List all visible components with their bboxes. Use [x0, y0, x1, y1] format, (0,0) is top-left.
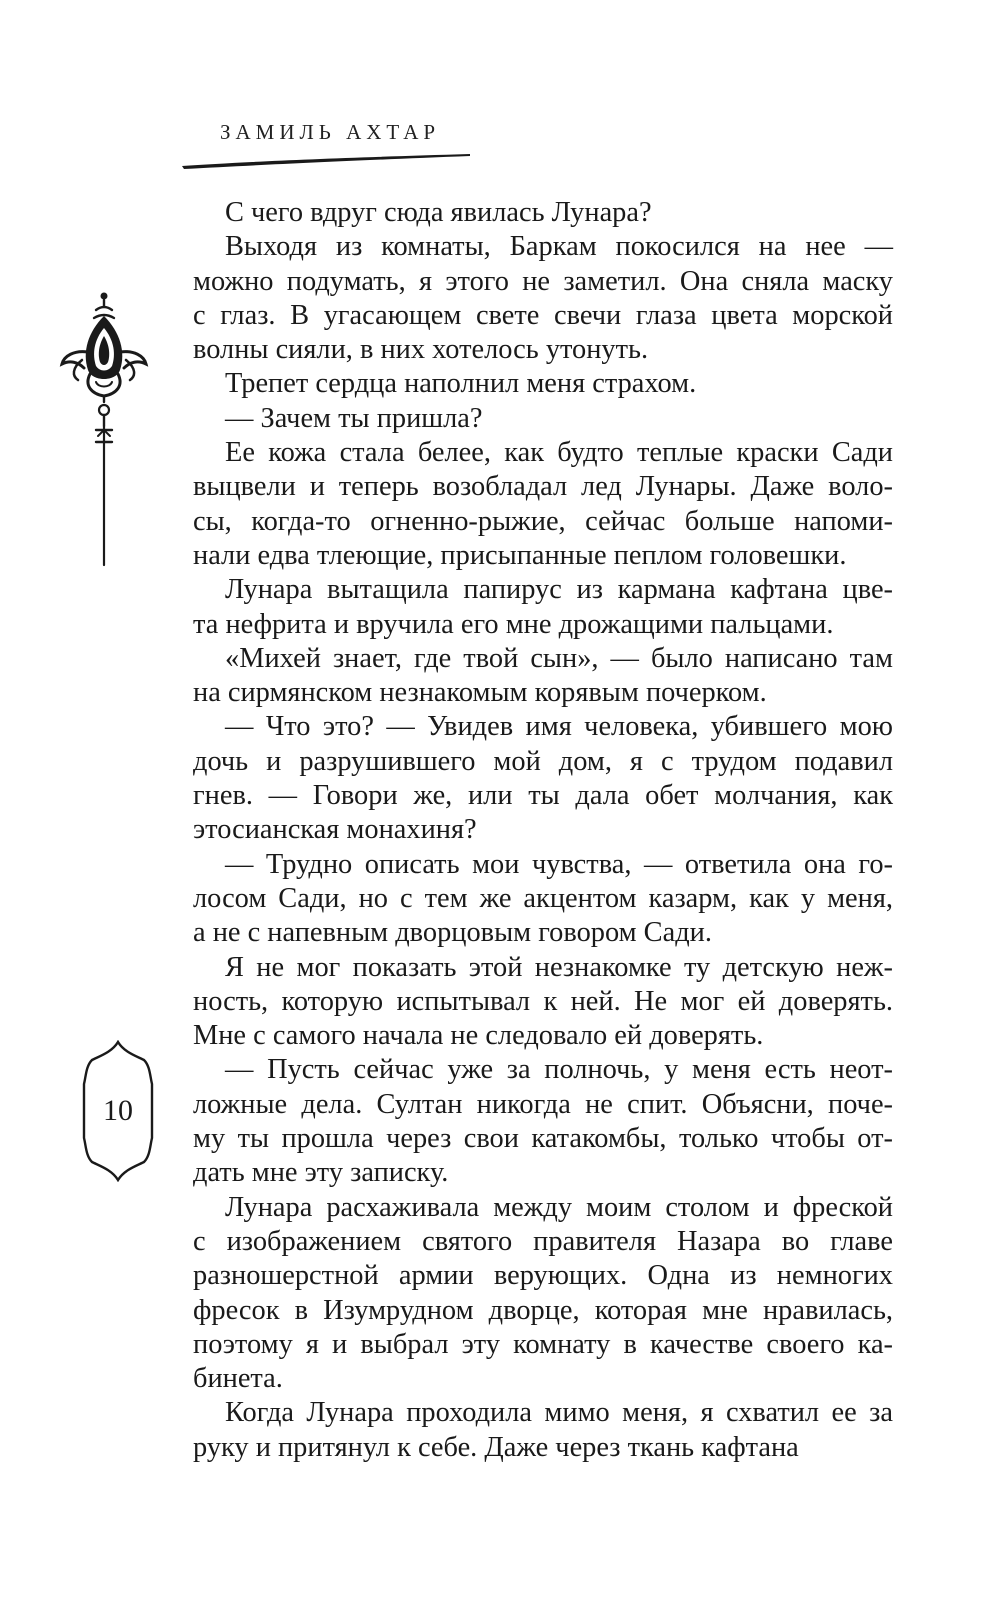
paragraph [193, 196, 893, 230]
text-line: Лунара расхаживала между моим столом и фреской [225, 1191, 893, 1223]
text-line: руку и притянул к себе. Даже через ткань кафтана [193, 1431, 799, 1463]
paragraph [193, 367, 893, 401]
text-line: — Зачем ты пришла? [225, 402, 483, 434]
text-line: ность, которую испытывал к ней. Не мог ей доверять. [193, 985, 893, 1017]
running-head-author: ЗАМИЛЬ АХТАР [220, 120, 441, 144]
text-line: с глаз. В угасающем свете свечи глаза цвета морской [193, 299, 893, 331]
paragraph [193, 951, 893, 1054]
body-text [193, 196, 893, 1465]
paragraph [193, 642, 893, 711]
text-line: а не с напевным дворцовым говором Сади. [193, 917, 712, 949]
paragraph [193, 436, 893, 573]
text-line: нали едва тлеющие, присыпанные пеплом головешки. [193, 539, 847, 571]
text-line: Мне с самого начала не следовало ей доверять. [193, 1020, 764, 1052]
text-line: — Что это? — Увидев имя человека, убившего мою [225, 711, 893, 743]
text-line: С чего вдруг сюда явилась Лунара? [225, 197, 652, 228]
text-line: — Пусть сейчас уже за полночь, у меня есть неот- [225, 1054, 893, 1086]
paragraph [193, 848, 893, 951]
text-line: Ее кожа стала белее, как будто теплые краски Сади [225, 437, 893, 469]
text-line: волны сияли, в них хотелось утонуть. [193, 334, 649, 366]
page-number-frame [80, 1040, 156, 1182]
text-line: Трепет сердца наполнил меня страхом. [225, 368, 697, 400]
paragraph [193, 230, 893, 367]
text-line: та нефрита и вручила его мне дрожащими пальцами. [193, 608, 834, 640]
text-line: дочь и разрушившего мой дом, я с трудом подавил [193, 745, 893, 777]
paragraph [193, 573, 893, 642]
text-line: лосом Сади, но с тем же акцентом казарм, как у меня, [193, 882, 893, 914]
text-line: можно подумать, я этого не заметил. Она сняла маску [193, 265, 893, 297]
text-line: Я не мог показать этой незнакомке ту детскую неж- [225, 951, 893, 983]
text-line: гнев. — Говори же, или ты дала обет молчания, как [193, 780, 893, 812]
header-rule [180, 152, 472, 176]
text-line: Лунара вытащила папирус из кармана кафтана цве- [225, 574, 893, 606]
text-line: фресок в Изумрудном дворце, которая мне нравилась, [193, 1294, 893, 1326]
text-line: этосианская монахиня? [193, 814, 477, 846]
text-line: Выходя из комнаты, Баркам покосился на нее — [225, 231, 893, 263]
text-line: «Михей знает, где твой сын», — было написано там [225, 642, 893, 674]
paragraph [193, 402, 893, 436]
page-number: 10 [103, 1094, 133, 1127]
text-line: сы, когда-то огненно-рыжие, сейчас больше напоми- [193, 505, 893, 537]
text-line: дать мне эту записку. [193, 1157, 449, 1189]
text-line: — Трудно описать мои чувства, — ответила она го- [225, 848, 893, 880]
text-line: му ты прошла через свои катакомбы, только чтобы от- [193, 1123, 893, 1155]
paragraph [193, 1191, 893, 1397]
text-line: выцвели и теперь возобладал лед Лунары. Даже воло- [193, 471, 893, 503]
paragraph [193, 1053, 893, 1190]
paragraph [193, 1396, 893, 1465]
text-line: разношерстной армии верующих. Одна из немногих [193, 1260, 893, 1292]
text-line: поэтому я и выбрал эту комнату в качестве своего ка- [193, 1328, 893, 1360]
text-line: на сирмянском незнакомым корявым почерком. [193, 677, 767, 709]
text-line: ложные дела. Султан никогда не спит. Объясни, поче- [193, 1088, 893, 1120]
paragraph [193, 710, 893, 847]
text-line: бинета. [193, 1363, 283, 1395]
text-line: с изображением святого правителя Назара во главе [193, 1225, 893, 1257]
text-line: Когда Лунара проходила мимо меня, я схватил ее за [225, 1397, 893, 1429]
arabesque-vertical-ornament-icon [58, 290, 150, 575]
